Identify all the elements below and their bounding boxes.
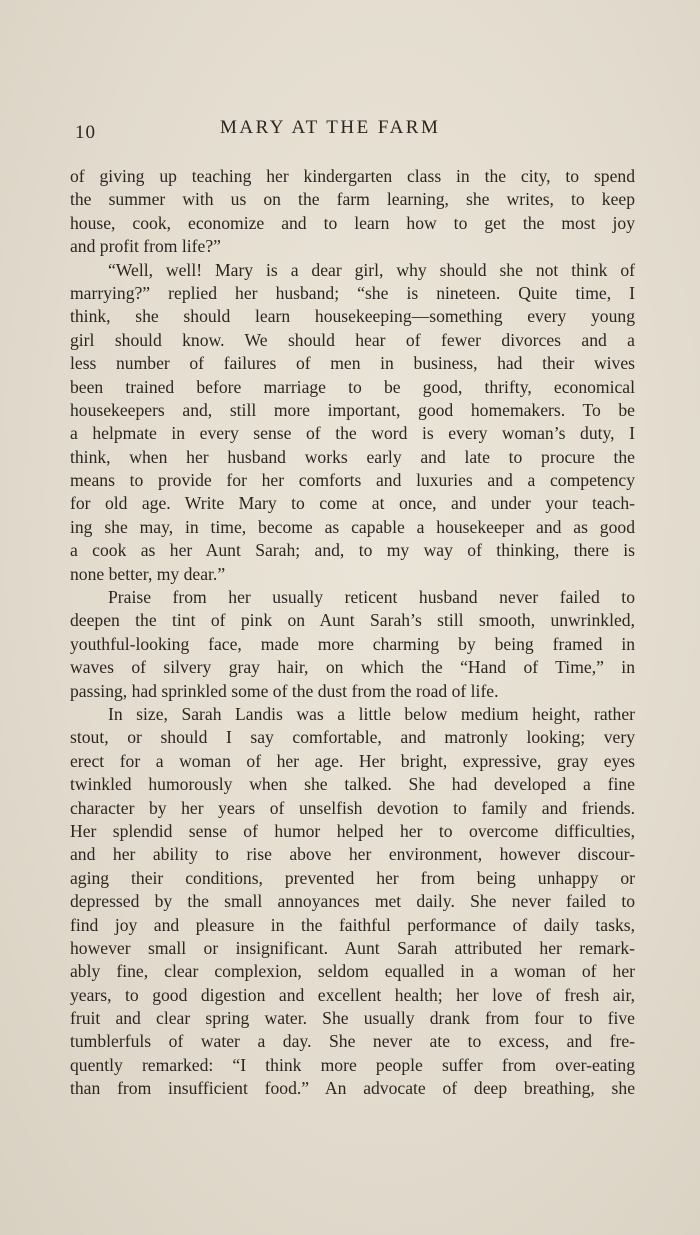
text-line: stout, or should I say comfortable, and matronly looking; very	[70, 727, 635, 748]
text-line: quently remarked: “I think more people suffer from over-eating	[70, 1054, 635, 1075]
text-line: In size, Sarah Landis was a little below medium height, rather	[108, 703, 635, 724]
text-line: and profit from life?”	[70, 236, 221, 257]
body-text	[70, 165, 635, 1101]
text-line: deepen the tint of pink on Aunt Sarah’s still smooth, unwrinkled,	[70, 610, 635, 631]
text-line: means to provide for her comforts and luxuries and a competency	[70, 470, 635, 491]
text-line: the summer with us on the farm learning, she writes, to keep	[70, 189, 635, 210]
page-header	[75, 114, 635, 144]
text-line: for old age. Write Mary to come at once, and under your teach-	[70, 493, 635, 514]
text-line: been trained before marriage to be good, thrifty, economical	[70, 376, 635, 397]
text-line: character by her years of unselfish devotion to family and friends.	[70, 797, 635, 818]
text-line: girl should know. We should hear of fewer divorces and a	[70, 329, 635, 350]
text-line: depressed by the small annoyances met daily. She never failed to	[70, 891, 635, 912]
text-line: tumblerfuls of water a day. She never ate to excess, and fre-	[70, 1031, 635, 1052]
text-line: less number of failures of men in business, had their wives	[70, 353, 635, 374]
text-line: passing, had sprinkled some of the dust from the road of life.	[70, 680, 499, 701]
running-head: MARY AT THE FARM	[220, 117, 441, 138]
text-line: Her splendid sense of humor helped her to overcome difficulties,	[70, 820, 635, 841]
text-line: ably fine, clear complexion, seldom equalled in a woman of her	[70, 961, 635, 982]
text-line: house, cook, economize and to learn how to get the most joy	[70, 212, 635, 233]
text-line: Praise from her usually reticent husband never failed to	[108, 587, 635, 608]
text-line: youthful-looking face, made more charming by being framed in	[70, 633, 635, 654]
text-line: none better, my dear.”	[70, 563, 226, 584]
text-line: twinkled humorously when she talked. She had developed a fine	[70, 774, 635, 795]
text-line: years, to good digestion and excellent health; her love of fresh air,	[70, 984, 635, 1005]
text-line: and her ability to rise above her environment, however discour-	[70, 844, 635, 865]
text-line: marrying?” replied her husband; “she is nineteen. Quite time, I	[70, 282, 635, 303]
text-line: “Well, well! Mary is a dear girl, why should she not think of	[108, 259, 635, 280]
text-line: aging their conditions, prevented her from being unhappy or	[70, 867, 635, 888]
text-line: think, when her husband works early and late to procure the	[70, 446, 635, 467]
text-line: fruit and clear spring water. She usually drank from four to five	[70, 1008, 635, 1029]
text-line: erect for a woman of her age. Her bright, expressive, gray eyes	[70, 750, 635, 771]
text-line: waves of silvery gray hair, on which the “Hand of Time,” in	[70, 657, 635, 678]
text-line: housekeepers and, still more important, good homemakers. To be	[70, 399, 635, 420]
text-line: however small or insignificant. Aunt Sarah attributed her remark-	[70, 937, 635, 958]
text-line: than from insufficient food.” An advocate of deep breathing, she	[70, 1078, 635, 1099]
text-line: a helpmate in every sense of the word is every woman’s duty, I	[70, 423, 635, 444]
text-line: a cook as her Aunt Sarah; and, to my way of thinking, there is	[70, 540, 635, 561]
page-number: 10	[75, 122, 96, 143]
text-line: find joy and pleasure in the faithful performance of daily tasks,	[70, 914, 635, 935]
text-line: of giving up teaching her kindergarten class in the city, to spend	[70, 166, 635, 186]
text-line: think, she should learn housekeeping—something every young	[70, 306, 635, 327]
text-line: ing she may, in time, become as capable a housekeeper and as good	[70, 516, 635, 537]
